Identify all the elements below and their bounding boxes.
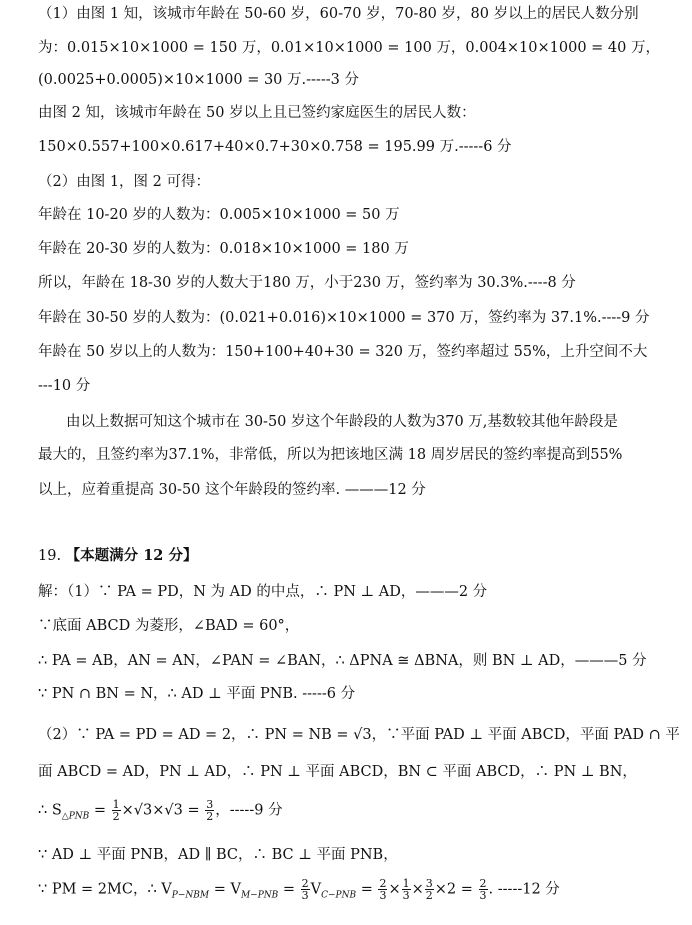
numerator: 2 (479, 877, 487, 890)
denominator: 3 (402, 889, 410, 902)
text-line: （1）由图 1 知，该城市年龄在 50-60 岁，60-70 岁，70-80 岁，80 岁以上的居民人数分别 (38, 6, 639, 22)
text-line: （2）由图 1，图 2 可得： (38, 174, 211, 190)
text-fragment: ，-----9 分 (215, 802, 283, 819)
numerator: 2 (301, 877, 309, 890)
text-line: ∴ PA = AB，AN = AN，∠PAN = ∠BAN，∴ ΔPNA ≅ ΔBNA，则 BN ⊥ AD，———5 分 (38, 653, 647, 669)
text-line: ∵ AD ⊥ 平面 PNB，AD ∥ BC，∴ BC ⊥ 平面 PNB， (38, 847, 398, 863)
text-line: 解：（1）∵ PA = PD，N 为 AD 的中点，∴ PN ⊥ AD，———2 分 (38, 584, 488, 600)
text-fragment: = (356, 881, 378, 898)
fraction (425, 878, 434, 901)
fraction (112, 799, 121, 822)
text-fragment: ∴ S (38, 802, 62, 819)
numerator: 3 (206, 798, 214, 811)
text-line: 由图 2 知，该城市年龄在 50 岁以上且已签约家庭医生的居民人数： (38, 105, 476, 121)
numerator: 2 (379, 877, 387, 890)
text-fragment: = (278, 881, 300, 898)
problem-number: 19. (38, 548, 62, 564)
subscript: △PNB (61, 811, 90, 822)
text-line: 年龄在 10-20 岁的人数为：0.005×10×1000 = 50 万 (38, 207, 400, 223)
text-line: (0.0025+0.0005)×10×1000 = 30 万.-----3 分 (38, 72, 359, 88)
fraction (479, 878, 488, 901)
text-line: 以上，应着重提高 30-50 这个年龄段的签约率. ———12 分 (38, 482, 426, 498)
denominator: 3 (301, 889, 309, 902)
text-fragment: V (310, 881, 322, 898)
text-fragment: = (89, 802, 111, 819)
problem-heading (38, 546, 197, 566)
sqrt-value: √3 (353, 727, 372, 743)
denominator: 2 (425, 889, 433, 902)
text-fragment: × (388, 881, 401, 898)
subscript: P−NBM (171, 890, 210, 901)
text-line: 年龄在 20-30 岁的人数为：0.018×10×1000 = 180 万 (38, 241, 409, 257)
numerator: 1 (112, 798, 120, 811)
fraction (301, 878, 310, 901)
text-line: 年龄在 30-50 岁的人数为：(0.021+0.016)×10×1000 = 370 万，签约率为 37.1%.----9 分 (38, 310, 650, 326)
text-fragment: ×√3×√3 = (121, 802, 205, 819)
text-line: 所以，年龄在 18-30 岁的人数大于180 万，小于230 万，签约率为 30.3%.----8 分 (38, 275, 576, 291)
fraction (378, 878, 387, 901)
text-fragment: ，∵平面 PAD ⊥ 平面 ABCD，平面 PAD ∩ 平 (371, 727, 680, 743)
text-line: 年龄在 50 岁以上的人数为：150+100+40+30 = 320 万，签约率超过 55%，上升空间不大 (38, 344, 648, 360)
text-line: ∵ PN ∩ BN = N，∴ AD ⊥ 平面 PNB. -----6 分 (38, 686, 356, 702)
fraction (402, 878, 411, 901)
problem-score: 【本题满分 12 分】 (65, 547, 198, 564)
denominator: 2 (206, 810, 214, 823)
text-fragment: ∵ PM = 2MC，∴ V (38, 881, 172, 898)
area-formula-line (38, 799, 283, 827)
subscript: C−PNB (321, 890, 357, 901)
text-fragment: ×2 = (434, 881, 478, 898)
text-line: 由以上数据可知这个城市在 30-50 岁这个年龄段的人数为370 万,基数较其他年龄段是 (66, 414, 618, 430)
text-line: 最大的，且签约率为37.1%，非常低，所以为把该地区满 18 周岁居民的签约率提高到55% (38, 447, 623, 463)
text-line: 为：0.015×10×1000 = 150 万，0.01×10×1000 = 100 万，0.004×10×1000 = 40 万， (38, 40, 660, 56)
denominator: 3 (479, 889, 487, 902)
denominator: 3 (379, 889, 387, 902)
text-line: ---10 分 (38, 378, 91, 394)
text-line: 面 ABCD = AD，PN ⊥ AD，∴ PN ⊥ 平面 ABCD，BN ⊂ 平面 ABCD，∴ PN ⊥ BN， (38, 764, 637, 780)
volume-formula-line (38, 878, 560, 906)
text-fragment: × (411, 881, 424, 898)
numerator: 1 (402, 877, 410, 890)
text-line: ∵底面 ABCD 为菱形，∠BAD = 60°， (38, 618, 300, 634)
text-fragment: = V (209, 881, 241, 898)
denominator: 2 (112, 810, 120, 823)
subscript: M−PNB (240, 890, 279, 901)
text-fragment: （2）∵ PA = PD = AD = 2，∴ PN = NB = (38, 727, 354, 743)
text-line: 150×0.557+100×0.617+40×0.7+30×0.758 = 195.99 万.-----6 分 (38, 139, 512, 155)
numerator: 3 (425, 877, 433, 890)
text-fragment: . -----12 分 (488, 881, 560, 898)
fraction (205, 799, 214, 822)
text-line (38, 725, 680, 745)
